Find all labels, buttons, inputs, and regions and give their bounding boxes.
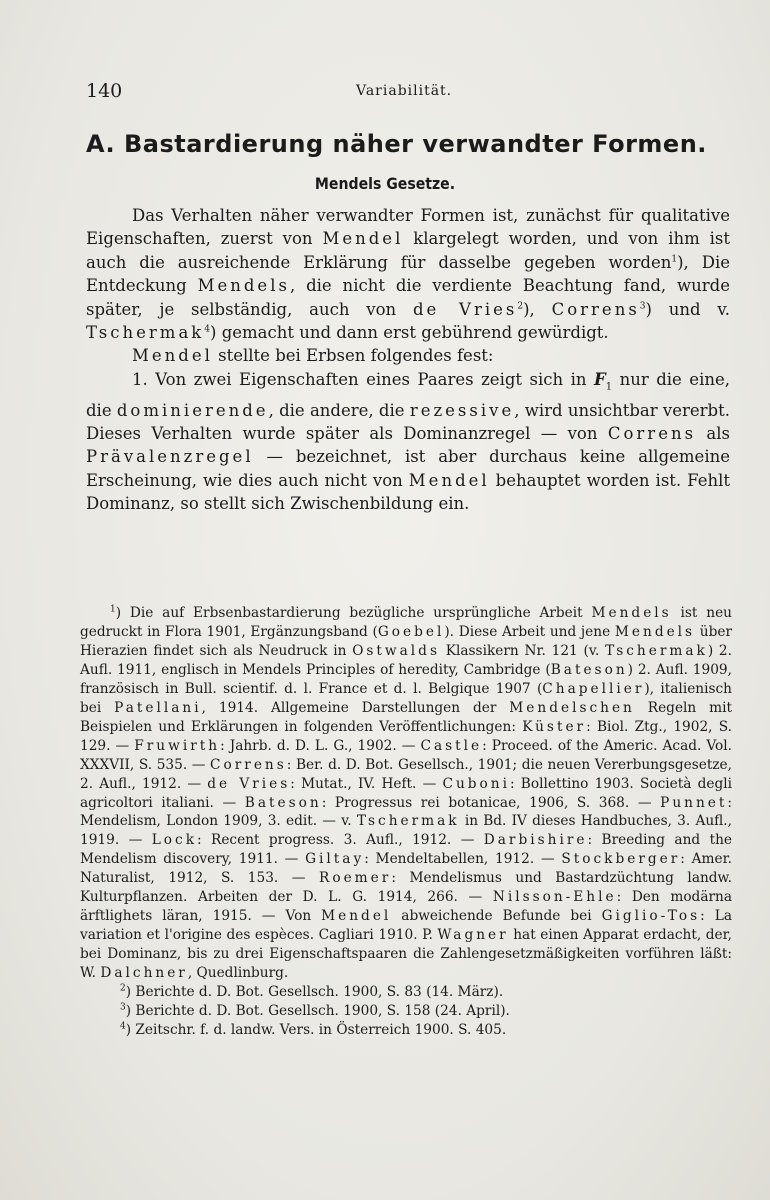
person-name: Nilsson-Ehle bbox=[492, 889, 617, 906]
person-name: Küster bbox=[522, 718, 587, 735]
person-name: Roemer bbox=[319, 870, 392, 887]
footnote-text: ) Berichte d. D. Bot. Gesellsch. 1900, S. 158 (24. April). bbox=[125, 1003, 510, 1020]
sub-title: Mendels Gesetze. bbox=[314, 174, 456, 193]
person-name: Correns bbox=[607, 423, 697, 443]
text-run: : Amer. Naturalist, 1912, S. 153. — bbox=[80, 851, 732, 887]
person-name: Castle bbox=[420, 737, 483, 754]
person-name: Mendels bbox=[591, 605, 672, 621]
text-run: ), Die Entdeckung bbox=[86, 252, 730, 296]
person-name: de Vries bbox=[412, 299, 518, 319]
text-run: : Biol. Ztg., 1902, S. 129. — bbox=[80, 718, 732, 754]
text-run: , die andere, die bbox=[268, 400, 410, 420]
footnote-text: ) Zeitschr. f. d. landw. Vers. in Österreich 1900. S. 405. bbox=[125, 1021, 507, 1038]
text-run: : Proceed. of the Americ. Acad. Vol. XXXVII, S. 535. — bbox=[80, 737, 733, 773]
text-run: Klassikern Nr. 121 (v. bbox=[439, 642, 606, 659]
text-run: , wird unsichtbar vererbt. Dieses Verhalten wurde später als Dominanzregel — von bbox=[86, 400, 730, 443]
text-run: hat einen Apparat erdacht, der, bei Dominanz, bis zu drei Eigenschaftspaaren die Zahlengesetzmäßigkeiten vorführen läßt: W. bbox=[80, 927, 732, 982]
person-name: Ostwalds bbox=[352, 642, 440, 659]
text-run: : Ber. d. D. Bot. Gesellsch., 1901; die neuen Vererbungsgesetze, 2. Aufl., 1912. — bbox=[80, 756, 732, 792]
footnote-marker: 3 bbox=[120, 1002, 126, 1013]
person-name: Tschermak bbox=[605, 642, 708, 659]
text-run: : Jahrb. d. D. L. G., 1902. — bbox=[220, 737, 421, 754]
text-run: nur die eine, die bbox=[86, 369, 730, 420]
text-run: ) gemacht und dann erst gebührend gewürdigt. bbox=[210, 323, 609, 343]
text-run: , die nicht die verdiente Beachtung fand, wurde später, je selbständig, auch von bbox=[86, 276, 730, 319]
person-name: Correns bbox=[551, 299, 640, 319]
person-name: Lock bbox=[151, 832, 197, 849]
person-name: Mendels bbox=[197, 276, 290, 296]
footnote-text: ) Berichte d. D. Bot. Gesellsch. 1900, S. 83 (14. März). bbox=[125, 984, 504, 1001]
text-run: : Bollettino 1903. Società degli agricoltori italiani. — bbox=[80, 775, 732, 811]
page-header bbox=[86, 80, 730, 104]
person-name: Chapellier bbox=[542, 680, 645, 697]
running-title: Variabilität. bbox=[356, 83, 453, 99]
text-run: in Bd. IV dieses Handbuches, 3. Aufl., 1919. — bbox=[80, 813, 732, 849]
person-name: Fruwirth bbox=[134, 737, 221, 754]
footnote-4 bbox=[80, 1021, 732, 1040]
text-run: : Mendelism, London 1909, 3. edit. — v. bbox=[80, 794, 733, 830]
text-run: : Mutat., IV. Heft. — bbox=[290, 775, 443, 792]
text-run: ) 2. Aufl. 1909, französisch in Bull. scientif. d. l. France et d. l. Belgique 1907 ( bbox=[80, 661, 732, 697]
text-run: klargelegt worden, und von ihm ist auch die ausreichende Erklärung für dasselbe gegeben worden bbox=[86, 229, 731, 272]
text-run: stellte bei Erbsen folgendes fest: bbox=[212, 346, 494, 366]
person-name: Mendelschen bbox=[509, 699, 635, 716]
person-name: Stockberger bbox=[561, 851, 681, 868]
text-run: Das Verhalten näher verwandter Formen ist, zunächst für qualitative Eigenschaften, zuerst von bbox=[86, 206, 730, 249]
emphasis: rezessive bbox=[409, 400, 515, 420]
person-name: Patellani bbox=[114, 699, 202, 716]
emphasis: dominierende bbox=[116, 400, 269, 420]
footnote-marker: 2 bbox=[120, 983, 126, 994]
emphasis: Prävalenzregel bbox=[86, 447, 254, 467]
person-name: Mendel bbox=[132, 346, 213, 366]
footnote-3 bbox=[80, 1002, 732, 1021]
text-run: ) Die auf Erbsenbastardierung bezügliche ursprüngliche Arbeit bbox=[115, 605, 592, 621]
text-run: behauptet worden ist. Fehlt Dominanz, so stellt sich Zwischenbildung ein. bbox=[86, 470, 730, 514]
person-name: Wagner bbox=[437, 927, 509, 944]
footnotes bbox=[80, 604, 732, 1040]
text-run: als bbox=[696, 423, 731, 443]
footnote-ref: 1 bbox=[671, 254, 678, 265]
footnote-2 bbox=[80, 983, 732, 1002]
paragraph-mendel-findings bbox=[86, 344, 730, 367]
person-name: Punnet bbox=[660, 794, 728, 811]
text-run: : Den modärna ärftlighets läran, 1915. — Von bbox=[80, 889, 732, 925]
person-name: Bateson bbox=[550, 661, 628, 678]
text-run: Regeln mit Beispielen und Erklärungen in folgenden Veröffentlichungen: bbox=[80, 699, 732, 735]
text-run: ), italienisch bei bbox=[80, 680, 732, 716]
text-run: : Progressus rei botanicae, 1906, S. 368. — bbox=[321, 794, 661, 811]
person-name: Bateson bbox=[244, 794, 322, 811]
body-text bbox=[86, 204, 730, 516]
person-name: Darbishire bbox=[483, 832, 588, 849]
person-name: Mendel bbox=[322, 229, 404, 249]
text-run: : Recent progress. 3. Aufl., 1912. — bbox=[197, 832, 484, 849]
text-run: : Breeding and the Mendelism discovery, 1911. — bbox=[80, 832, 733, 868]
paragraph-intro bbox=[86, 204, 730, 344]
person-name: Tschermak bbox=[86, 323, 205, 343]
footnote-marker: 1 bbox=[110, 604, 116, 615]
text-run: über Hierazien findet sich als Neudruck in bbox=[80, 623, 733, 659]
person-name: Correns bbox=[210, 756, 287, 773]
person-name: Giltay bbox=[305, 851, 365, 868]
footnote-marker: 4 bbox=[120, 1021, 126, 1032]
text-run: ). Diese Arbeit und jene bbox=[444, 623, 615, 640]
text-run: , Quedlinburg. bbox=[187, 965, 289, 982]
generation-symbol: F bbox=[594, 369, 606, 389]
footnote-ref: 4 bbox=[204, 324, 211, 335]
person-name: de Vries bbox=[207, 775, 291, 792]
person-name: Dalchner bbox=[100, 965, 188, 982]
section-title: A. Bastardierung näher verwandter Formen. bbox=[86, 130, 707, 158]
footnote-ref: 2 bbox=[517, 301, 524, 312]
person-name: Mendel bbox=[321, 908, 392, 925]
text-run: abweichende Befunde bei bbox=[391, 908, 602, 925]
footnote-ref: 3 bbox=[639, 301, 646, 312]
footnote-1 bbox=[80, 604, 732, 983]
text-run: ) und v. bbox=[645, 299, 730, 319]
text-run: 1. Von zwei Eigenschaften eines Paares zeigt sich in bbox=[132, 369, 595, 389]
text-run: : Mendelismus und Bastardzüchtung landw. Kulturpflanzen. Arbeiten der D. L. G. 1914, 266. — bbox=[80, 870, 732, 906]
text-run: : La variation et l'origine des espèces. Cagliari 1910. P. bbox=[80, 908, 732, 944]
generation-index: 1 bbox=[605, 381, 613, 393]
paragraph-rule-1 bbox=[86, 368, 730, 516]
person-name: Mendels bbox=[614, 623, 696, 640]
text-run: : Mendeltabellen, 1912. — bbox=[364, 851, 562, 868]
person-name: Mendel bbox=[408, 470, 490, 490]
text-run: ), bbox=[523, 299, 552, 319]
text-run: , 1914. Allgemeine Darstellungen der bbox=[201, 699, 510, 716]
person-name: Cuboni bbox=[442, 775, 510, 792]
person-name: Giglio-Tos bbox=[601, 908, 701, 925]
page-number: 140 bbox=[86, 80, 123, 102]
text-run: — bezeichnet, ist aber durchaus keine allgemeine Erscheinung, wie dies auch nicht von bbox=[86, 447, 730, 490]
text-run: ) 2. Aufl. 1911, englisch in Mendels Principles of heredity, Cambridge ( bbox=[80, 642, 732, 678]
text-run: ist neu gedruckt in Flora 1901, Ergänzungsband ( bbox=[80, 605, 732, 640]
person-name: Goebel bbox=[377, 623, 445, 640]
person-name: Tschermak bbox=[356, 813, 460, 830]
